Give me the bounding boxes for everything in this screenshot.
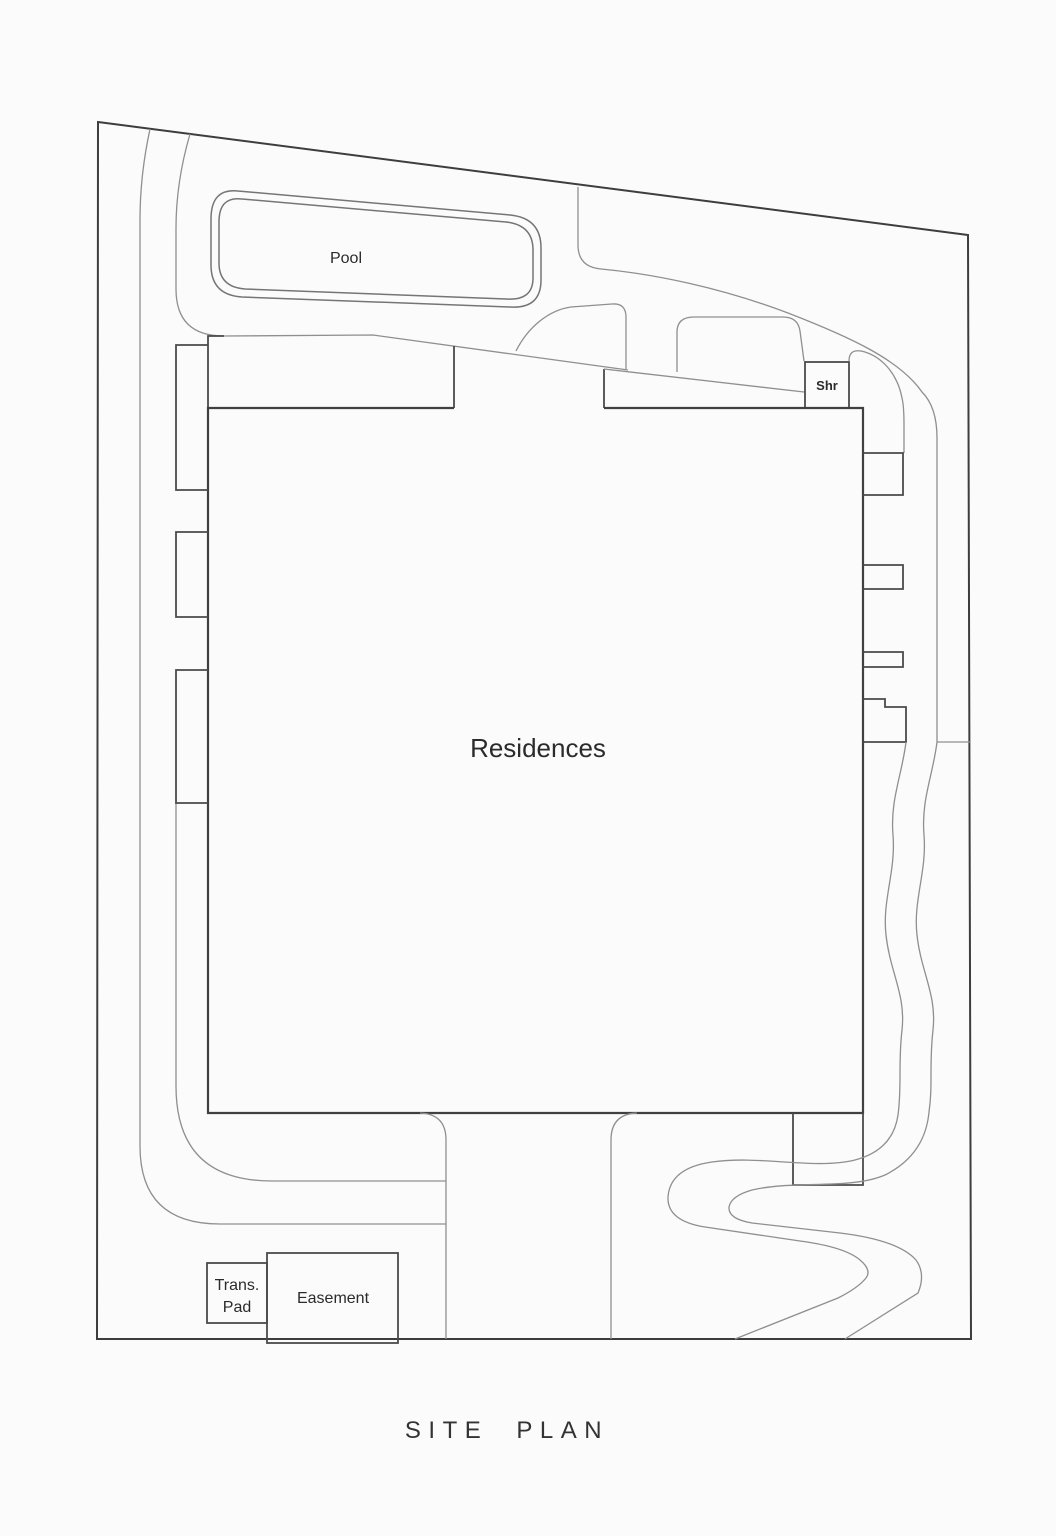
sweeping-walkway-outer <box>578 187 937 742</box>
left-bump-1 <box>176 345 208 490</box>
serpentine-path-east-edge <box>729 742 937 1339</box>
transformer-pad-label-line1: Trans. <box>214 1277 260 1294</box>
left-bump-2 <box>176 532 208 617</box>
perimeter-walkway-left <box>140 129 446 1224</box>
terrace-left-edge <box>208 336 224 408</box>
serpentine-path-west-edge <box>668 742 906 1339</box>
property-boundary <box>97 122 971 1339</box>
bottom-patio-step <box>793 1113 863 1185</box>
driveway-left-edge <box>420 1113 446 1339</box>
transformer-pad-label-line2: Pad <box>222 1299 252 1316</box>
residences-label: Residences <box>470 733 606 763</box>
driveway-right-edge <box>611 1113 637 1339</box>
right-step <box>863 699 906 742</box>
pool-inner-outline <box>219 199 533 299</box>
easement-label: Easement <box>296 1290 370 1307</box>
left-bump-3 <box>176 670 208 803</box>
planter-middle <box>516 304 626 369</box>
walkway-to-shed-edge <box>604 369 804 392</box>
pool-label: Pool <box>329 250 363 267</box>
pool-deck-edge <box>176 134 628 370</box>
site-plan-title: SITE PLAN <box>404 1417 610 1444</box>
corner-walkway-inner <box>176 803 446 1181</box>
right-bump-3 <box>863 652 903 667</box>
right-bump-1 <box>863 453 903 495</box>
right-bump-2 <box>863 565 903 589</box>
planter-right-strip <box>677 317 804 372</box>
shed-label: Shr <box>816 378 838 393</box>
